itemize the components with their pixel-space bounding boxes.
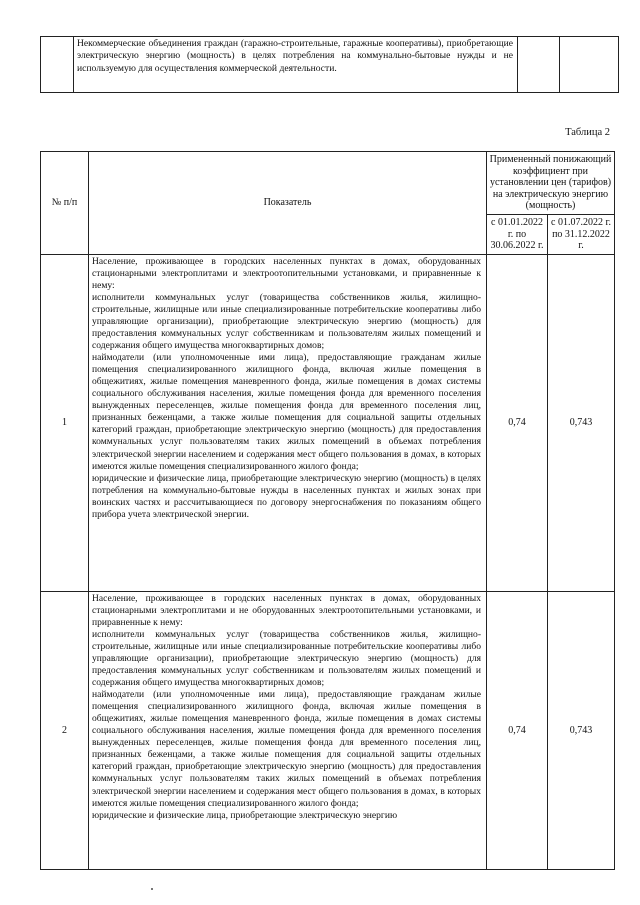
row-indicator-cell bbox=[89, 254, 487, 591]
header-coefficient: Примененный понижающий коэффициент при установлении цен (тарифов) на электрическую энергию (мощность) bbox=[487, 152, 615, 215]
row-indicator-cell bbox=[89, 591, 487, 869]
header-period-1: с 01.01.2022 г. по 30.06.2022 г. bbox=[487, 214, 548, 254]
row-value-period-1: 0,74 bbox=[487, 254, 548, 591]
row-value-period-1: 0,74 bbox=[487, 591, 548, 869]
paragraph: юридические и физические лица, приобретающие электрическую энергию bbox=[92, 809, 398, 821]
paragraph: наймодатели (или уполномоченные ими лица), предоставляющие гражданам жилые помещения специализированного жилищного фонда, включая жилые помещения в общежитиях, жилые помещения маневренного фонда, жилые помещения в домах системы социального обслуживания населения, жилые помещения фонда для временного поселения вынужденных переселенцев, жилые помещения фонда для временного поселения лиц, признанных беженцами, а также жилые помещения для социальной защиты отдельных категорий граждан, приобретающие электрическую энергию (мощность) для предоставления коммунальных услуг пользователям таких жилых помещений в объемах потребления электрической энергии населением и содержания мест общего пользования в домах, в которых имеются жилые помещения специализированного жилого фонда; bbox=[92, 352, 481, 472]
paragraph: исполнители коммунальных услуг (товарищества собственников жилья, жилищно-строительные, жилищные или иные специализированные потребительские кооперативы либо управляющие организации), приобретающие электрическую энергию (мощность) для предоставления коммунальных услуг собственникам и пользователям жилых помещений и содержания общего имущества многоквартирных домов; bbox=[92, 628, 481, 689]
row-indicator-text bbox=[89, 592, 486, 869]
row-value-period-2: 0,743 bbox=[548, 254, 615, 591]
header-num: № п/п bbox=[41, 152, 89, 255]
paragraph: юридические и физические лица, приобретающие электрическую энергию (мощность) в целях потребления на коммунально-бытовые нужды в населенных пунктах и жилых зонах при воинских частях и рассчитывающиеся по договору энергоснабжения по показаниям общего прибора учета электрической энергии. bbox=[92, 472, 481, 520]
paragraph: Население, проживающее в городских населенных пунктах в домах, оборудованных стационарными электроплитами и электроотопительными установками, и приравненные к нему: bbox=[92, 255, 481, 291]
paragraph: наймодатели (или уполномоченные ими лица), предоставляющие гражданам жилые помещения специализированного жилищного фонда, включая жилые помещения в общежитиях, жилые помещения маневренного фонда, жилые помещения в домах системы социального обслуживания населения, жилые помещения фонда для временного поселения вынужденных переселенцев, жилые помещения фонда для временного поселения лиц, признанных беженцами, а также жилые помещения для социальной защиты отдельных категорий граждан, приобретающие электрическую энергию (мощность) для предоставления коммунальных услуг пользователям таких жилых помещений в объемах потребления электрической энергии населением и содержания мест общего пользования в домах, в которых имеются жилые помещения специализированного жилого фонда; bbox=[92, 689, 481, 809]
table-row bbox=[41, 591, 615, 869]
top-table-fragment bbox=[40, 36, 619, 93]
table-caption: Таблица 2 bbox=[565, 127, 610, 138]
top-table-num-cell bbox=[41, 37, 74, 93]
header-period-2: с 01.07.2022 г. по 31.12.2022 г. bbox=[548, 214, 615, 254]
top-table-value-cell-1 bbox=[518, 37, 560, 93]
row-number: 1 bbox=[41, 254, 89, 591]
paragraph: исполнители коммунальных услуг (товарищества собственников жилья, жилищно-строительные, жилищные или иные специализированные потребительские кооперативы либо управляющие организации), приобретающие электрическую энергию (мощность) для предоставления коммунальных услуг собственникам и пользователям жилых помещений и содержания общего имущества многоквартирных домов; bbox=[92, 291, 481, 352]
table-row bbox=[41, 254, 615, 591]
top-table-text: Некоммерческие объединения граждан (гаражно-строительные, гаражные кооперативы), приобретающие электрическую энергию (мощность) в целях потребления на коммунально-бытовые нужды и не используемую для осуществления коммерческой деятельности. bbox=[77, 38, 513, 74]
header-indicator: Показатель bbox=[89, 152, 487, 255]
tariff-table bbox=[40, 151, 615, 870]
row-number: 2 bbox=[41, 591, 89, 869]
top-table-value-cell-2 bbox=[560, 37, 619, 93]
scan-speck bbox=[151, 888, 153, 890]
row-value-period-2: 0,743 bbox=[548, 591, 615, 869]
row-indicator-text bbox=[89, 255, 486, 521]
top-table-text-cell bbox=[74, 37, 518, 93]
paragraph: Население, проживающее в городских населенных пунктах в домах, оборудованных стационарными электроплитами и не оборудованных электроотопительными установками, и приравненные к нему: bbox=[92, 592, 481, 628]
